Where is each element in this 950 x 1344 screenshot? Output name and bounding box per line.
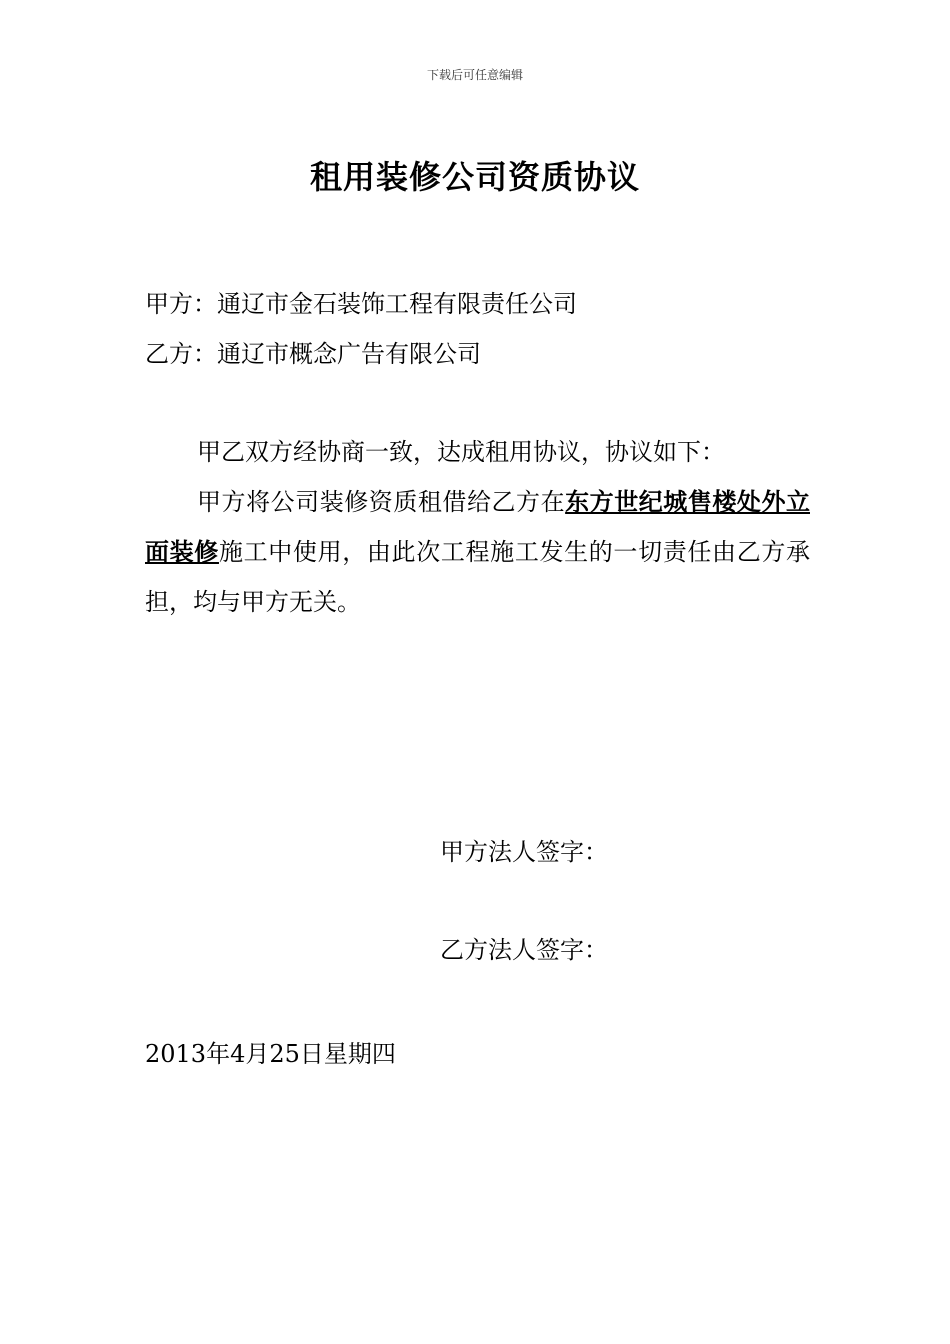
party-b-signature-label: 乙方法人签字： [440,936,608,964]
party-a-line: 甲方：通辽市金石装饰工程有限责任公司 [145,290,577,318]
document-date: 2013年4月25日星期四 [145,1040,396,1068]
party-b-line: 乙方：通辽市概念广告有限公司 [145,340,481,368]
document-title: 租用装修公司资质协议 [309,158,640,196]
agreement-intro-paragraph: 甲乙双方经协商一致，达成租用协议，协议如下： [197,438,725,466]
terms-suffix: 施工中使用，由此次工程施工发生的一切责任由乙方承担，均与甲方无关。 [145,538,811,616]
project-name: 东方世纪城售楼处外立面装修 [145,488,810,566]
header-note: 下载后可任意编辑 [426,68,523,82]
terms-prefix: 甲方将公司装修资质租借给乙方在 [197,488,566,516]
agreement-terms-paragraph [145,477,810,627]
party-a-signature-label: 甲方法人签字： [440,838,608,866]
